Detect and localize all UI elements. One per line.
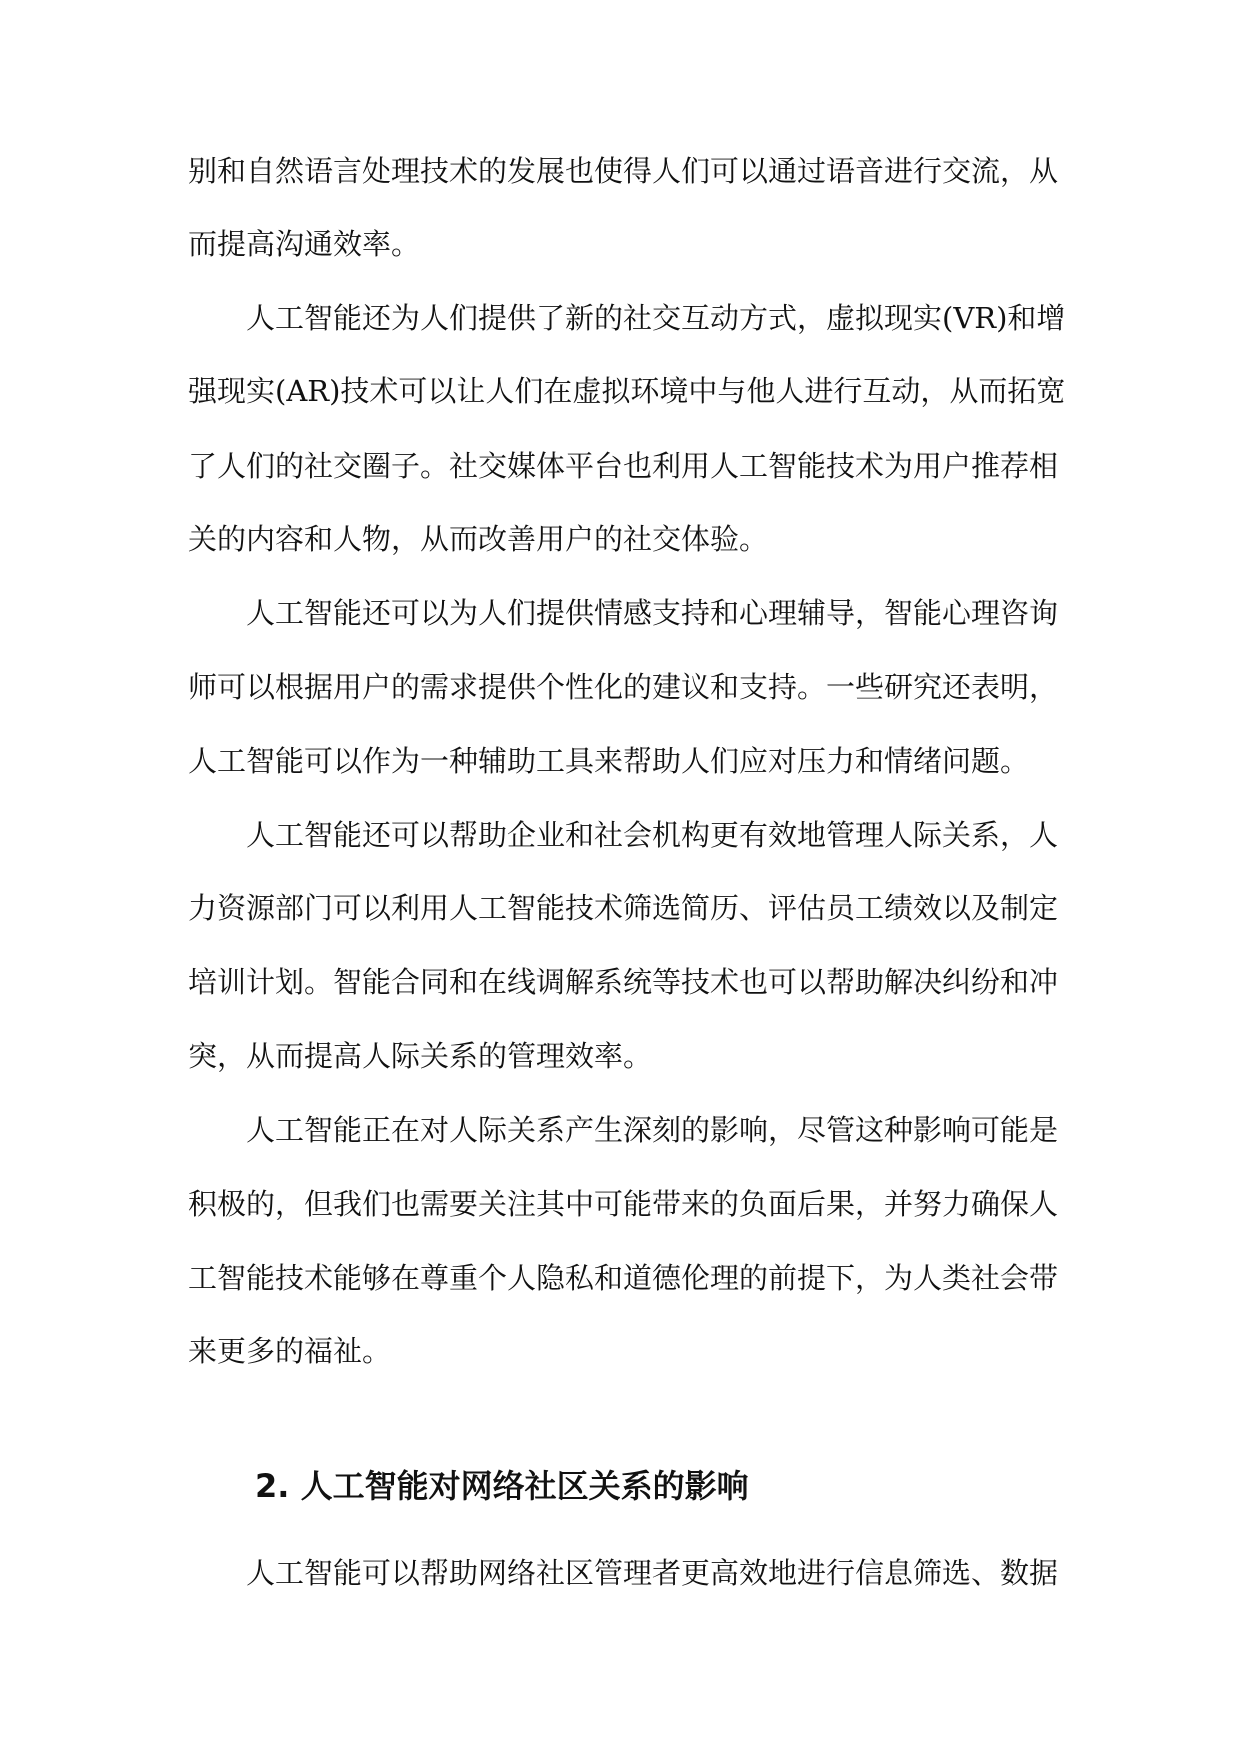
text-line: 师可以根据用户的需求提供个性化的建议和支持。一些研究还表明，: [188, 670, 1059, 704]
text-line: 人工智能可以作为一种辅助工具来帮助人们应对压力和情绪问题。: [188, 744, 1030, 778]
paragraph-first-line: 人工智能可以帮助网络社区管理者更高效地进行信息筛选、数据: [246, 1556, 1059, 1590]
text-line: 而提高沟通效率。: [188, 227, 421, 261]
text-line: 培训计划。智能合同和在线调解系统等技术也可以帮助解决纠纷和冲: [188, 965, 1059, 999]
text-line: 积极的，但我们也需要关注其中可能带来的负面后果，并努力确保人: [188, 1187, 1059, 1221]
section-heading: 2. 人工智能对网络社区关系的影响: [255, 1467, 749, 1505]
text-line: 强现实(AR)技术可以让人们在虚拟环境中与他人进行互动，从而拓宽: [188, 374, 1066, 408]
text-line: 别和自然语言处理技术的发展也使得人们可以通过语音进行交流，从: [188, 154, 1059, 188]
text-line: 突，从而提高人际关系的管理效率。: [188, 1039, 653, 1073]
text-line: 了人们的社交圈子。社交媒体平台也利用人工智能技术为用户推荐相: [188, 449, 1059, 483]
paragraph-first-line: 人工智能正在对人际关系产生深刻的影响，尽管这种影响可能是: [246, 1113, 1059, 1147]
paragraph-first-line: 人工智能还可以帮助企业和社会机构更有效地管理人际关系，人: [246, 818, 1059, 852]
text-line: 关的内容和人物，从而改善用户的社交体验。: [188, 522, 769, 556]
text-line: 力资源部门可以利用人工智能技术筛选简历、评估员工绩效以及制定: [188, 891, 1059, 925]
paragraph-first-line: 人工智能还可以为人们提供情感支持和心理辅导，智能心理咨询: [246, 596, 1059, 630]
text-line: 来更多的福祉。: [188, 1334, 392, 1368]
paragraph-first-line: 人工智能还为人们提供了新的社交互动方式，虚拟现实(VR)和增: [246, 301, 1066, 335]
text-line: 工智能技术能够在尊重个人隐私和道德伦理的前提下，为人类社会带: [188, 1261, 1059, 1295]
